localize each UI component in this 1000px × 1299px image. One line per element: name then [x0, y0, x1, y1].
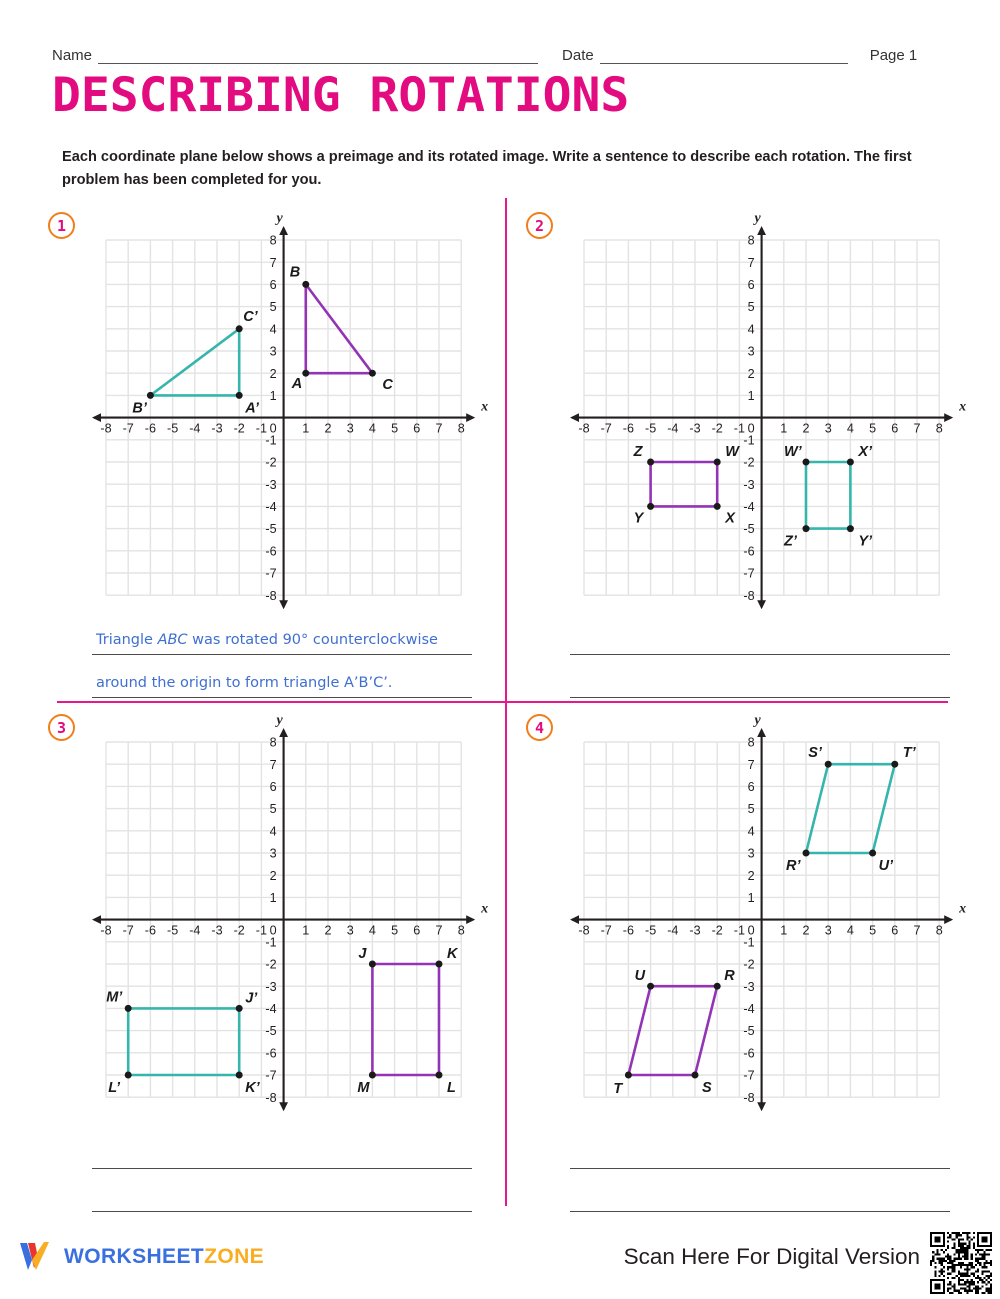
x-tick-label: -3 [211, 421, 223, 436]
x-tick-label: 8 [935, 923, 943, 938]
name-label: Name [52, 47, 93, 64]
vertex-label: U’ [878, 857, 894, 874]
y-tick-label: -6 [265, 1046, 277, 1061]
instructions-text: Each coordinate plane below shows a preimage and its rotated image. Write a sentence to describe each rotation. The first problem has been completed for you. [62, 149, 912, 188]
vertex-label: X [725, 510, 735, 527]
y-tick-label: -8 [743, 588, 755, 603]
vertex-point [236, 1071, 243, 1078]
coordinate-plane-3[interactable] [76, 713, 489, 1128]
x-tick-label: 5 [391, 923, 399, 938]
problem-number-badge: 4 [526, 714, 553, 741]
x-tick-label: 4 [368, 923, 376, 938]
y-tick-label: -3 [265, 477, 277, 492]
y-tick-label: -5 [265, 1024, 277, 1039]
y-tick-label: 5 [747, 802, 755, 817]
vertex-point [435, 960, 442, 967]
y-tick-label: -2 [743, 957, 755, 972]
vertex-label: M [357, 1079, 370, 1096]
y-tick-label: 2 [269, 366, 277, 381]
y-tick-label: 6 [269, 277, 277, 292]
vertex-point [802, 849, 809, 856]
y-tick-label: -5 [265, 522, 277, 537]
y-tick-label: -4 [743, 499, 755, 514]
x-tick-label: -6 [622, 923, 634, 938]
x-tick-label: -3 [689, 421, 701, 436]
page-footer [0, 1228, 1000, 1294]
y-tick-label: 7 [747, 255, 755, 270]
x-tick-label: 3 [824, 923, 832, 938]
y-tick-label: 5 [269, 802, 277, 817]
x-axis-arrow-right [466, 413, 475, 422]
vertex-point [802, 525, 809, 532]
horizontal-divider [57, 701, 948, 703]
answer-line[interactable] [92, 669, 472, 698]
y-axis-arrow-up [757, 226, 766, 235]
answer-text: Triangle ABC was rotated 90° counterclockwise [96, 632, 438, 648]
x-tick-label: 5 [869, 421, 877, 436]
x-tick-label: -4 [667, 923, 679, 938]
vertex-point [236, 392, 243, 399]
answer-line[interactable] [570, 1183, 950, 1212]
y-tick-label: -8 [265, 1090, 277, 1105]
y-axis-arrow-up [757, 728, 766, 737]
y-tick-label: 2 [747, 868, 755, 883]
y-tick-label: -4 [743, 1001, 755, 1016]
y-tick-label: -6 [743, 544, 755, 559]
y-tick-label: -3 [743, 477, 755, 492]
y-tick-label: 5 [747, 300, 755, 315]
vertex-label: T’ [902, 745, 916, 762]
vertex-label: C’ [243, 308, 258, 325]
vertex-label: Z [633, 443, 643, 460]
vertex-label: J [358, 945, 367, 962]
y-tick-label: 8 [269, 735, 277, 750]
x-tick-label: 3 [346, 421, 354, 436]
x-tick-label: 5 [869, 923, 877, 938]
y-tick-label: 1 [747, 388, 755, 403]
x-tick-label: 7 [435, 923, 443, 938]
vertex-label: R [724, 968, 735, 985]
y-tick-label: 7 [747, 757, 755, 772]
x-axis-arrow-right [944, 413, 953, 422]
worksheetzone-logo[interactable] [18, 1240, 264, 1274]
x-tick-label: -2 [711, 923, 723, 938]
x-tick-label: 1 [302, 421, 310, 436]
y-tick-label: 4 [747, 322, 755, 337]
x-tick-label: -8 [578, 421, 590, 436]
vertex-point [847, 458, 854, 465]
vertex-point [369, 1071, 376, 1078]
x-tick-label: -4 [189, 421, 201, 436]
vertex-point [847, 525, 854, 532]
x-axis-label: x [959, 399, 967, 415]
vertex-label: S’ [808, 745, 822, 762]
vertex-label: W [725, 443, 739, 460]
y-tick-label: -4 [265, 499, 277, 514]
x-tick-label: 1 [780, 923, 788, 938]
answer-line[interactable] [570, 1140, 950, 1169]
y-tick-label: 7 [269, 757, 277, 772]
y-tick-label: 2 [747, 366, 755, 381]
x-tick-label: 1 [780, 421, 788, 436]
y-tick-label: 1 [269, 890, 277, 905]
plane-svg [76, 211, 489, 621]
y-tick-label: 3 [269, 344, 277, 359]
y-tick-label: 8 [747, 233, 755, 248]
x-tick-label: -3 [689, 923, 701, 938]
y-tick-label: 6 [269, 779, 277, 794]
vertex-point [125, 1005, 132, 1012]
problem-1 [40, 206, 500, 696]
x-axis-label: x [481, 399, 489, 415]
vertex-label: B [289, 264, 301, 281]
date-label: Date [562, 47, 594, 64]
vertex-label: M’ [106, 989, 123, 1006]
y-tick-label: -3 [743, 979, 755, 994]
y-axis-label: y [754, 211, 761, 227]
x-tick-label: 4 [846, 923, 854, 938]
logo-w-icon [18, 1240, 56, 1274]
y-tick-label: -3 [265, 979, 277, 994]
y-tick-label: -1 [743, 433, 755, 448]
vertex-label: A [291, 376, 303, 393]
x-tick-label: 7 [913, 923, 921, 938]
y-tick-label: 8 [269, 233, 277, 248]
y-tick-label: -5 [743, 1024, 755, 1039]
x-axis-arrow-right [944, 915, 953, 924]
answer-area-3 [92, 1140, 472, 1212]
x-tick-label: 1 [302, 923, 310, 938]
date-input-line[interactable] [600, 48, 848, 64]
x-tick-label: -6 [144, 421, 156, 436]
answer-line[interactable] [570, 669, 950, 698]
x-tick-label: -7 [600, 421, 612, 436]
y-axis-label: y [754, 713, 761, 729]
x-tick-label: 2 [324, 923, 332, 938]
vertex-label: W’ [783, 443, 802, 460]
x-tick-label: 4 [368, 421, 376, 436]
y-tick-label: 3 [747, 846, 755, 861]
vertex-point [647, 458, 654, 465]
coordinate-plane-4[interactable] [554, 713, 967, 1128]
vertex-label: C [382, 377, 393, 394]
x-tick-label: -5 [645, 923, 657, 938]
logo-text-zone: ZONE [204, 1245, 265, 1268]
qr-code[interactable] [930, 1232, 992, 1294]
x-tick-label: 2 [802, 421, 810, 436]
problem-3 [40, 708, 500, 1198]
vertex-point [236, 1005, 243, 1012]
y-axis-label: y [276, 211, 283, 227]
vertex-point [714, 503, 721, 510]
x-tick-label: 4 [846, 421, 854, 436]
x-tick-label: 6 [413, 923, 421, 938]
y-tick-label: 3 [269, 846, 277, 861]
vertex-point [891, 761, 898, 768]
coordinate-plane-1[interactable] [76, 211, 489, 626]
image-shape-outline [128, 1008, 239, 1075]
x-tick-label: -4 [189, 923, 201, 938]
y-tick-label: 1 [747, 890, 755, 905]
x-tick-label: 5 [391, 421, 399, 436]
y-tick-label: 5 [269, 300, 277, 315]
origin-label: 0 [269, 421, 277, 436]
image-shape [132, 309, 259, 417]
preimage-shape-outline [372, 964, 439, 1075]
vertex-label: B’ [132, 400, 147, 417]
vertex-point [714, 983, 721, 990]
vertex-label: J’ [245, 990, 258, 1007]
x-tick-label: -3 [211, 923, 223, 938]
vertex-point [147, 392, 154, 399]
plane-svg [554, 211, 967, 621]
vertex-label: Y [633, 510, 644, 527]
x-tick-label: -1 [733, 923, 745, 938]
x-tick-label: -7 [122, 421, 134, 436]
y-axis-arrow-up [279, 728, 288, 737]
vertex-label: L’ [108, 1079, 120, 1096]
vertex-label: Z’ [783, 533, 797, 550]
logo-text [64, 1245, 264, 1269]
axes [92, 226, 475, 609]
origin-label: 0 [747, 421, 755, 436]
vertex-label: R’ [785, 857, 801, 874]
y-tick-label: -7 [743, 1068, 755, 1083]
x-tick-label: -5 [167, 923, 179, 938]
x-tick-label: -5 [645, 421, 657, 436]
vertex-point [691, 1071, 698, 1078]
vertex-point [302, 370, 309, 377]
x-tick-label: 2 [802, 923, 810, 938]
vertex-point [369, 960, 376, 967]
vertex-point [625, 1071, 632, 1078]
y-tick-label: -1 [265, 935, 277, 950]
problem-number-badge: 1 [48, 212, 75, 239]
plane-svg [554, 713, 967, 1123]
vertex-label: U [634, 968, 646, 985]
x-tick-label: -8 [100, 421, 112, 436]
y-axis-arrow-down [757, 1102, 766, 1111]
x-tick-label: -2 [233, 421, 245, 436]
axes [570, 226, 953, 609]
worksheet-header [52, 38, 948, 64]
x-tick-label: -7 [600, 923, 612, 938]
vertex-label: Y’ [858, 533, 873, 550]
x-tick-label: -6 [622, 421, 634, 436]
x-tick-label: -8 [578, 923, 590, 938]
x-tick-label: 3 [824, 421, 832, 436]
x-tick-label: -1 [255, 923, 267, 938]
x-tick-label: 6 [891, 923, 899, 938]
x-tick-label: -5 [167, 421, 179, 436]
x-tick-label: 8 [935, 421, 943, 436]
y-tick-label: 4 [269, 322, 277, 337]
x-tick-label: -2 [233, 923, 245, 938]
vertex-point [802, 458, 809, 465]
image-shape [106, 989, 260, 1096]
y-axis-arrow-down [279, 1102, 288, 1111]
name-input-line[interactable] [98, 48, 538, 64]
axes [92, 728, 475, 1111]
vertex-label: K’ [245, 1079, 260, 1096]
problem-4 [518, 708, 978, 1198]
y-tick-label: 6 [747, 779, 755, 794]
x-tick-label: 7 [435, 421, 443, 436]
logo-text-worksheet: WORKSHEET [64, 1245, 205, 1268]
vertex-point [869, 849, 876, 856]
problem-number-badge: 3 [48, 714, 75, 741]
preimage-shape [633, 444, 741, 526]
y-tick-label: 2 [269, 868, 277, 883]
y-tick-label: -1 [743, 935, 755, 950]
answer-line[interactable] [92, 626, 472, 655]
axes [570, 728, 953, 1111]
x-tick-label: -2 [711, 421, 723, 436]
y-tick-label: -8 [265, 588, 277, 603]
answer-area-4 [570, 1140, 950, 1212]
y-tick-label: 8 [747, 735, 755, 750]
origin-label: 0 [269, 923, 277, 938]
qr-code-image [930, 1232, 992, 1294]
x-axis-arrow-right [466, 915, 475, 924]
y-tick-label: -7 [265, 1068, 277, 1083]
y-tick-label: -6 [265, 544, 277, 559]
answer-line[interactable] [92, 1183, 472, 1212]
x-tick-label: 3 [346, 923, 354, 938]
x-tick-label: -1 [255, 421, 267, 436]
x-tick-label: 8 [457, 923, 465, 938]
answer-area-1 [92, 626, 472, 698]
preimage-shape [357, 946, 459, 1096]
y-tick-label: -7 [265, 566, 277, 581]
problem-2 [518, 206, 978, 696]
y-tick-label: -7 [743, 566, 755, 581]
scan-prompt-text: Scan Here For Digital Version [623, 1244, 920, 1269]
y-tick-label: -5 [743, 522, 755, 537]
y-tick-label: 6 [747, 277, 755, 292]
vertex-label: A’ [245, 400, 259, 417]
answer-line[interactable] [92, 1140, 472, 1169]
vertex-point [714, 458, 721, 465]
coordinate-plane-2[interactable] [554, 211, 967, 626]
answer-area-2 [570, 626, 950, 698]
y-axis-arrow-down [757, 600, 766, 609]
y-tick-label: 7 [269, 255, 277, 270]
page-number: Page 1 [869, 47, 918, 64]
answer-text: around the origin to form triangle A’B’C’. [96, 675, 393, 691]
answer-line[interactable] [570, 626, 950, 655]
y-axis-arrow-down [279, 600, 288, 609]
y-tick-label: 4 [269, 824, 277, 839]
x-tick-label: -4 [667, 421, 679, 436]
vertex-label: T [613, 1080, 623, 1097]
y-tick-label: -2 [743, 455, 755, 470]
y-axis-arrow-up [279, 226, 288, 235]
vertex-label: K [446, 945, 458, 962]
y-tick-label: 3 [747, 344, 755, 359]
y-axis-label: y [276, 713, 283, 729]
vertex-point [302, 281, 309, 288]
x-tick-label: 6 [891, 421, 899, 436]
vertex-point [236, 325, 243, 332]
vertex-label: S [701, 1079, 712, 1096]
vertex-point [125, 1071, 132, 1078]
origin-label: 0 [747, 923, 755, 938]
vertex-point [647, 503, 654, 510]
vertex-point [825, 761, 832, 768]
x-tick-label: 6 [413, 421, 421, 436]
y-tick-label: 1 [269, 388, 277, 403]
x-tick-label: -1 [733, 421, 745, 436]
vertex-point [435, 1071, 442, 1078]
y-tick-label: -1 [265, 433, 277, 448]
x-tick-label: -8 [100, 923, 112, 938]
x-tick-label: -7 [122, 923, 134, 938]
plane-svg [76, 713, 489, 1123]
x-tick-label: 8 [457, 421, 465, 436]
x-axis-label: x [959, 901, 967, 917]
y-tick-label: -8 [743, 1090, 755, 1105]
x-tick-label: 7 [913, 421, 921, 436]
x-tick-label: -6 [144, 923, 156, 938]
vertex-label: L [446, 1079, 456, 1096]
y-tick-label: 4 [747, 824, 755, 839]
vertex-label: X’ [858, 443, 873, 460]
x-axis-label: x [481, 901, 489, 917]
page-title: DESCRIBING ROTATIONS [52, 68, 630, 123]
problem-number-badge: 2 [526, 212, 553, 239]
y-tick-label: -2 [265, 455, 277, 470]
y-tick-label: -4 [265, 1001, 277, 1016]
y-tick-label: -2 [265, 957, 277, 972]
y-tick-label: -6 [743, 1046, 755, 1061]
vertex-point [369, 370, 376, 377]
vertex-point [647, 983, 654, 990]
x-tick-label: 2 [324, 421, 332, 436]
